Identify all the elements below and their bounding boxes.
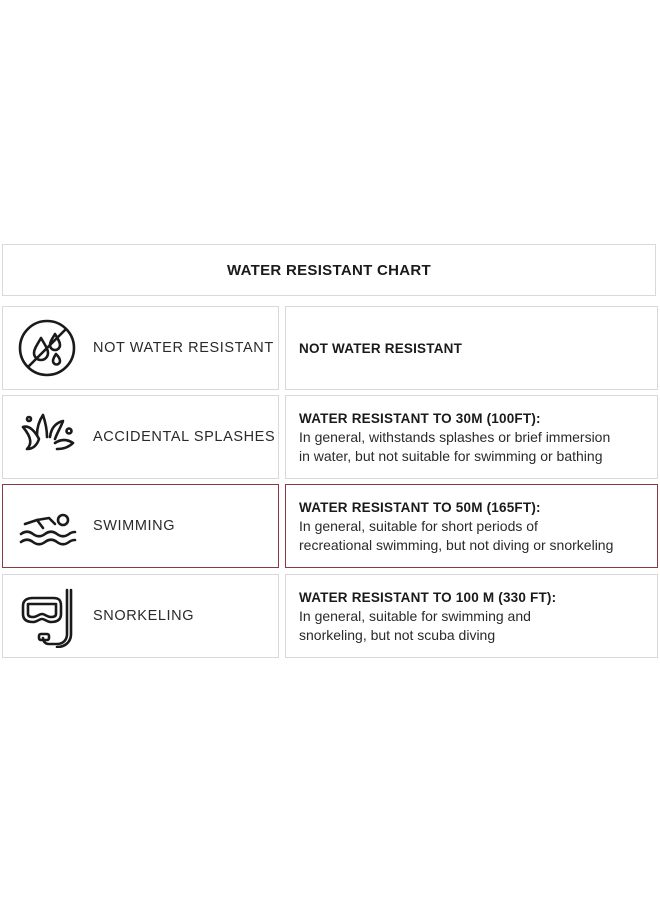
chart-title-box — [2, 244, 656, 296]
chart-row-swimming — [0, 484, 660, 568]
row-rating: WATER RESISTANT TO 100 M (330 FT): — [299, 590, 557, 605]
row-icon-cell — [2, 574, 279, 658]
chart-row-accidental-splashes — [0, 395, 660, 479]
row-label: SWIMMING — [93, 518, 176, 534]
splash-icon — [15, 405, 79, 469]
chart-row-snorkeling — [0, 574, 660, 658]
row-description-line-2: recreational swimming, but not diving or snorkeling — [299, 536, 614, 553]
row-icon-cell — [2, 306, 279, 390]
row-rating: NOT WATER RESISTANT — [299, 340, 463, 356]
row-description-line-2: snorkeling, but not scuba diving — [299, 626, 496, 643]
row-icon-cell — [2, 395, 279, 479]
row-description-line-1: In general, suitable for swimming and — [299, 608, 531, 624]
row-rating-cell — [285, 306, 658, 390]
row-rating-cell — [285, 574, 658, 658]
chart-row-not-water-resistant — [0, 306, 660, 390]
swimmer-icon — [15, 494, 79, 558]
row-description-line-1: In general, suitable for short periods of — [299, 518, 538, 534]
row-rating-cell — [285, 395, 658, 479]
chart-title: WATER RESISTANT CHART — [226, 261, 432, 279]
row-icon-cell — [2, 484, 279, 568]
row-rating-cell — [285, 484, 658, 568]
snorkel-mask-icon — [15, 584, 79, 648]
row-label: ACCIDENTAL SPLASHES — [93, 429, 276, 445]
row-rating: WATER RESISTANT TO 30M (100FT): — [299, 411, 541, 426]
no-water-icon — [15, 316, 79, 380]
row-rating: WATER RESISTANT TO 50M (165FT): — [299, 500, 541, 515]
row-label: NOT WATER RESISTANT — [93, 340, 274, 356]
row-description-line-2: in water, but not suitable for swimming or bathing — [299, 447, 603, 464]
row-description-line-1: In general, withstands splashes or brief immersion — [299, 429, 611, 445]
row-label: SNORKELING — [93, 608, 195, 624]
